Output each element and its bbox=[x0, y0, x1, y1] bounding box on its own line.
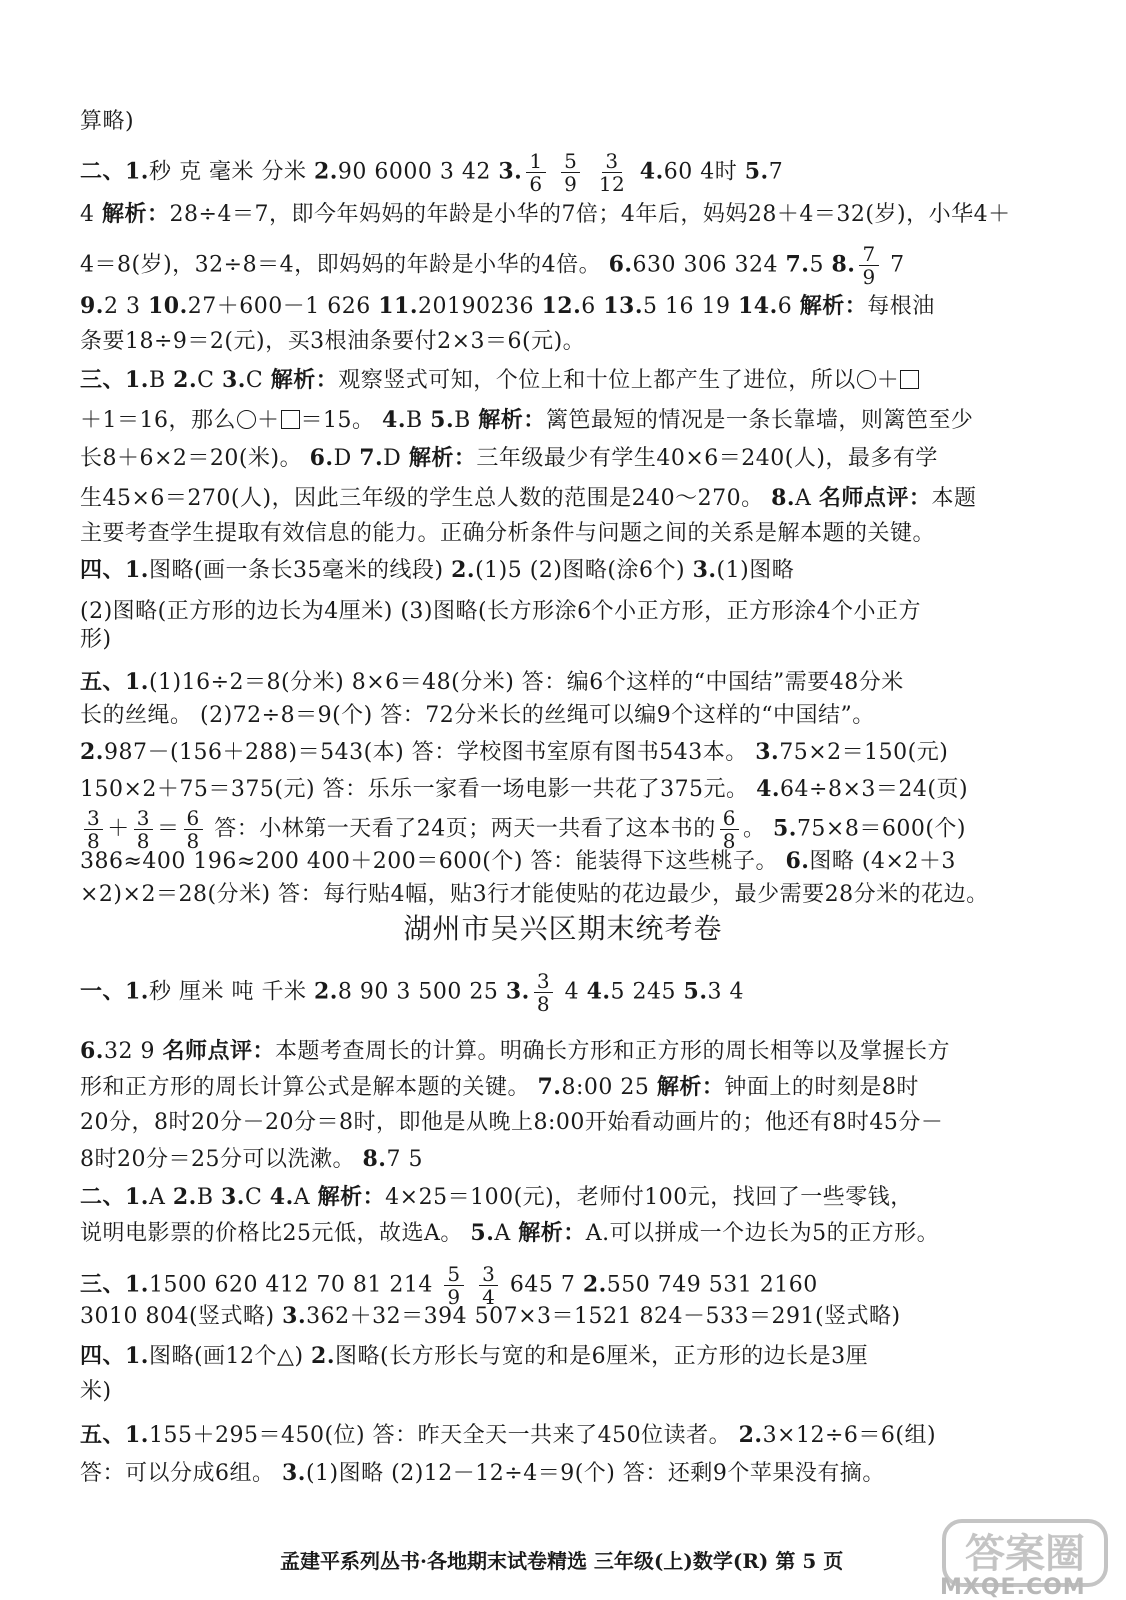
answer-text: 秒 克 毫米 分米 bbox=[148, 159, 314, 185]
answer-line bbox=[80, 735, 1076, 770]
answer-text: 本题 bbox=[931, 486, 977, 511]
question-label: 4. bbox=[269, 1184, 294, 1210]
answer-line bbox=[80, 481, 1076, 516]
fraction bbox=[534, 970, 553, 1015]
question-label: 3. bbox=[221, 1184, 245, 1210]
answer-text: 386≈400 196≈200 400＋200＝600(个) 答：能装得下这些桃子。 bbox=[80, 849, 786, 874]
question-label: 2. bbox=[451, 557, 476, 583]
fraction bbox=[526, 150, 545, 195]
answer-text: 8 90 3 500 25 bbox=[337, 979, 506, 1005]
question-label: 解析： bbox=[656, 1074, 725, 1100]
question-label: 5. bbox=[430, 407, 455, 433]
answer-text: 答：小林第一天看了24页；两天一共看了这本书的 bbox=[206, 816, 716, 842]
answer-line bbox=[80, 1299, 1076, 1334]
answer-text: 图略(画一条长35毫米的线段) bbox=[148, 558, 452, 583]
answer-text: 4 bbox=[80, 202, 102, 227]
fraction-denominator: 8 bbox=[87, 829, 101, 853]
answer-line bbox=[80, 772, 1076, 807]
question-label: 2. bbox=[311, 1343, 336, 1369]
fraction-numerator: 5 bbox=[444, 1263, 463, 1286]
answer-text: C bbox=[245, 368, 271, 393]
question-label: 6. bbox=[608, 251, 633, 278]
answer-line bbox=[80, 1418, 1076, 1453]
fraction-numerator: 5 bbox=[561, 150, 580, 173]
question-label: 3. bbox=[221, 367, 246, 393]
question-label: 10. bbox=[147, 293, 188, 319]
answer-text: 说明电影票的价格比25元低，故选A。 bbox=[80, 1221, 471, 1246]
answer-line bbox=[80, 623, 1076, 657]
answer-text: 6 bbox=[581, 294, 604, 319]
fraction-denominator: 9 bbox=[564, 172, 578, 196]
answer-text: ＋1＝16，那么 bbox=[80, 408, 236, 433]
answer-text: 米) bbox=[80, 1379, 112, 1404]
question-label: 四、1. bbox=[80, 1343, 149, 1369]
answer-text: (1)5 (2)图略(涂6个) bbox=[475, 558, 693, 583]
answer-text: C bbox=[244, 1185, 270, 1210]
answer-text: 75×8＝600(个) bbox=[796, 816, 967, 842]
answer-text: 27＋600－1 626 bbox=[187, 294, 379, 319]
fraction-numerator: 3 bbox=[84, 807, 103, 830]
question-label: 解析： bbox=[102, 201, 170, 227]
answer-text: 图略 (4×2＋3 bbox=[809, 849, 956, 874]
fraction-numerator: 7 bbox=[859, 243, 878, 266]
fraction-numerator: 3 bbox=[534, 970, 553, 993]
question-label: 2. bbox=[738, 1422, 763, 1448]
question-label: 5. bbox=[772, 815, 797, 842]
fraction-numerator: 1 bbox=[526, 150, 545, 173]
answer-text: 图略(长方形长与宽的和是6厘米，正方形的边长是3厘 bbox=[335, 1344, 869, 1369]
answer-text: 7 bbox=[882, 252, 905, 278]
answer-line bbox=[80, 1034, 1076, 1069]
answer-text: 篱笆最短的情况是一条长靠墙，则篱笆至少 bbox=[545, 408, 974, 433]
question-label: 3. bbox=[282, 1303, 307, 1329]
fraction-denominator: 8 bbox=[136, 829, 150, 853]
answer-line bbox=[80, 1142, 1076, 1177]
answer-text bbox=[550, 160, 558, 185]
question-label: 2. bbox=[172, 1184, 197, 1210]
answer-line bbox=[80, 403, 1076, 438]
question-label: 4. bbox=[586, 978, 611, 1005]
answer-text: 三年级最少有学生40×6＝240(人)，最多有学 bbox=[476, 446, 938, 471]
question-label: 5. bbox=[683, 978, 708, 1005]
answer-text: 形和正方形的周长计算公式是解本题的关键。 bbox=[80, 1075, 538, 1100]
question-label: 4. bbox=[756, 776, 781, 802]
question-label: 12. bbox=[541, 293, 582, 319]
answer-line bbox=[80, 553, 1076, 588]
answer-line bbox=[80, 699, 1076, 733]
answer-text: 64÷8×3＝24(页) bbox=[780, 777, 969, 802]
question-label: 9. bbox=[80, 293, 104, 319]
answer-text: 4 bbox=[557, 979, 587, 1005]
question-label: 8. bbox=[771, 485, 796, 511]
section-heading: 湖州市吴兴区期末统考卷 bbox=[403, 912, 723, 945]
answer-text: C bbox=[197, 368, 222, 393]
answer-text: 7 bbox=[768, 159, 784, 185]
answer-text: B bbox=[196, 1185, 221, 1210]
fraction bbox=[561, 150, 580, 195]
fraction-numerator: 3 bbox=[134, 807, 153, 830]
fraction bbox=[596, 150, 628, 195]
answer-text: B bbox=[454, 408, 479, 433]
answer-text: 150×2＋75＝375(元) 答：乐乐一家看一场电影一共花了375元。 bbox=[80, 777, 757, 802]
question-label: 7. bbox=[359, 445, 384, 471]
answer-text: 28÷4＝7，即今年妈妈的年龄是小华的7倍；4年后，妈妈28＋4＝32(岁)，小华4＋ bbox=[169, 202, 1011, 227]
answer-text: 1500 620 412 70 81 214 bbox=[148, 1272, 441, 1298]
answer-line bbox=[80, 289, 1076, 324]
answer-text: 观察竖式可知，个位上和十位上都产生了进位，所以 bbox=[338, 368, 856, 393]
answer-text: 5 16 19 bbox=[643, 294, 738, 319]
question-label: 7. bbox=[785, 251, 810, 278]
question-label: 6. bbox=[309, 445, 334, 471]
question-label: 解析： bbox=[518, 1220, 586, 1246]
answer-line bbox=[80, 105, 1076, 139]
question-label: 13. bbox=[603, 293, 644, 319]
fraction-denominator: 9 bbox=[862, 265, 876, 289]
answer-text: 本题考查周长的计算。明确长方形和正方形的周长相等以及掌握长方 bbox=[274, 1039, 950, 1064]
answer-text: ＝ bbox=[156, 816, 180, 842]
answer-text: A bbox=[494, 1221, 519, 1246]
answer-line bbox=[80, 1106, 1076, 1140]
question-label: 6. bbox=[785, 848, 810, 874]
answer-text: (1)图略 (2)12－12÷4＝9(个) 答：还剩9个苹果没有摘。 bbox=[305, 1461, 885, 1486]
answer-line bbox=[80, 243, 1076, 288]
answer-text: 362＋32＝394 507×3＝1521 824－533＝291(竖式略) bbox=[306, 1304, 901, 1329]
question-label: 名师点评： bbox=[162, 1038, 275, 1064]
answer-text: 8时20分＝25分可以洗漱。 bbox=[80, 1147, 363, 1172]
answer-text: 5 245 bbox=[610, 979, 684, 1005]
question-label: 3. bbox=[498, 158, 523, 185]
answer-text: 20分，8时20分－20分＝8时，即他是从晚上8:00开始看动画片的；他还有8时45分－ bbox=[80, 1110, 944, 1135]
answer-text: 155＋295＝450(位) 答：昨天全天一共来了450位读者。 bbox=[148, 1423, 739, 1448]
question-label: 4. bbox=[639, 158, 664, 185]
answer-text: ×2)×2＝28(分米) 答：每行贴4幅，贴3行才能使贴的花边最少，最少需要28分米的花边。 bbox=[80, 882, 989, 907]
question-label: 11. bbox=[378, 293, 418, 319]
question-label: 2. bbox=[313, 978, 338, 1005]
answer-text: 2 3 bbox=[103, 294, 148, 319]
answer-line bbox=[80, 1375, 1076, 1409]
question-label: 解析： bbox=[799, 293, 868, 319]
question-label: 五、1. bbox=[80, 1422, 149, 1448]
fraction-denominator: 4 bbox=[482, 1285, 496, 1309]
answer-line bbox=[80, 363, 1076, 398]
answer-text: ＋ bbox=[107, 816, 130, 842]
fraction-numerator: 6 bbox=[720, 807, 739, 830]
question-label: 8. bbox=[362, 1146, 387, 1172]
question-label: 3. bbox=[282, 1460, 306, 1486]
answer-text: 主要考查学生提取有效信息的能力。正确分析条件与问题之间的关系是解本题的关键。 bbox=[80, 521, 936, 546]
question-label: 5. bbox=[470, 1220, 495, 1246]
answer-text: 算略) bbox=[80, 109, 135, 134]
answer-text: 32 9 bbox=[103, 1039, 163, 1064]
answer-text: 6 bbox=[777, 294, 800, 319]
question-label: 5. bbox=[744, 158, 769, 185]
question-label: 解析： bbox=[317, 1184, 386, 1210]
question-label: 一、1. bbox=[80, 978, 149, 1005]
answer-line bbox=[80, 1216, 1076, 1251]
answer-text: 987－(156＋288)＝543(本) 答：学校图书室原有图书543本。 bbox=[103, 740, 756, 765]
answer-text: 3×12÷6＝6(组) bbox=[762, 1423, 937, 1448]
answer-text: A bbox=[795, 486, 819, 511]
answer-line bbox=[80, 844, 1076, 879]
page-footer: 孟建平系列丛书·各地期末试卷精选 三年级(上)数学(R) 第 5 页 bbox=[280, 1549, 844, 1573]
answer-text: 答：可以分成6组。 bbox=[80, 1461, 282, 1486]
answer-text: 。 bbox=[742, 816, 773, 842]
answer-text: 645 7 bbox=[502, 1272, 583, 1298]
question-label: 解析： bbox=[408, 445, 477, 471]
fraction-numerator: 3 bbox=[602, 150, 621, 173]
answer-text: 4＝8(岁)，32÷8＝4，即妈妈的年龄是小华的4倍。 bbox=[80, 252, 609, 278]
square-symbol-icon bbox=[281, 410, 300, 429]
fraction bbox=[859, 243, 878, 288]
answer-text: 图略(画12个△) bbox=[148, 1344, 312, 1369]
question-label: 名师点评： bbox=[818, 485, 932, 511]
watermark-text: MXQE.COM bbox=[940, 1575, 1086, 1600]
answer-line bbox=[80, 970, 1076, 1015]
answer-text bbox=[584, 160, 592, 185]
answer-text: 60 4时 bbox=[663, 159, 745, 185]
answer-text: (1)图略 bbox=[716, 558, 795, 583]
question-label: 4. bbox=[382, 407, 406, 433]
question-label: 6. bbox=[80, 1038, 104, 1064]
square-symbol-icon bbox=[900, 370, 919, 389]
answer-line bbox=[80, 665, 1076, 700]
question-label: 解析： bbox=[478, 407, 546, 433]
answer-text: 20190236 bbox=[417, 294, 542, 319]
answer-line bbox=[80, 1456, 1076, 1491]
answer-text: 3010 804(竖式略) bbox=[80, 1304, 283, 1329]
question-label: 二、1. bbox=[80, 158, 149, 185]
answer-text: 630 306 324 bbox=[632, 252, 786, 278]
answer-text: 长8＋6×2＝20(米)。 bbox=[80, 446, 310, 471]
answer-text: ＝15。 bbox=[300, 408, 383, 433]
answer-line bbox=[80, 150, 1076, 195]
question-label: 3. bbox=[505, 978, 530, 1005]
question-label: 二、1. bbox=[80, 1184, 149, 1210]
answer-text: D bbox=[383, 446, 409, 471]
answer-text: 8:00 25 bbox=[561, 1075, 657, 1100]
fraction-denominator: 6 bbox=[529, 172, 543, 196]
answer-text: A bbox=[293, 1185, 318, 1210]
answer-text: ＋ bbox=[257, 408, 280, 433]
answer-text: 秒 厘米 吨 千米 bbox=[148, 979, 314, 1005]
answer-text bbox=[468, 1273, 476, 1298]
question-label: 五、1. bbox=[80, 669, 149, 695]
fraction-numerator: 3 bbox=[479, 1263, 498, 1286]
answer-text: 3 4 bbox=[707, 979, 744, 1005]
answer-text: A.可以拼成一个边长为5的正方形。 bbox=[585, 1221, 940, 1246]
answer-text: 生45×6＝270(人)，因此三年级的学生总人数的范围是240～270。 bbox=[80, 486, 772, 511]
fraction-denominator: 8 bbox=[186, 829, 200, 853]
answer-line bbox=[80, 197, 1076, 232]
answer-line bbox=[80, 1070, 1076, 1105]
question-label: 8. bbox=[831, 251, 856, 278]
question-label: 14. bbox=[738, 293, 778, 319]
question-label: 2. bbox=[173, 367, 198, 393]
circle-symbol-icon bbox=[237, 410, 256, 429]
answer-line bbox=[80, 325, 1076, 359]
answer-text: B bbox=[148, 368, 174, 393]
answer-text: B bbox=[405, 408, 431, 433]
answer-text bbox=[632, 160, 640, 185]
question-label: 7. bbox=[537, 1074, 562, 1100]
fraction-denominator: 9 bbox=[447, 1285, 461, 1309]
answer-text: 4×25＝100(元)，老师付100元，找回了一些零钱， bbox=[385, 1185, 913, 1210]
answer-text: (1)16÷2＝8(分米) 8×6＝48(分米) 答：编6个这样的“中国结”需要48分米 bbox=[148, 670, 904, 695]
answer-text: 每根油 bbox=[867, 294, 935, 319]
question-label: 2. bbox=[313, 158, 338, 185]
svg-text:答案圈: 答案圈 bbox=[965, 1531, 1085, 1577]
answer-text: (2)图略(正方形的边长为4厘米) (3)图略(长方形涂6个小正方形，正方形涂4个小正方 bbox=[80, 599, 922, 624]
fraction-numerator: 6 bbox=[184, 807, 203, 830]
question-label: 2. bbox=[80, 739, 104, 765]
answer-text: 形) bbox=[80, 627, 112, 652]
question-label: 3. bbox=[755, 739, 780, 765]
answer-text: 75×2＝150(元) bbox=[779, 740, 949, 765]
fraction-denominator: 8 bbox=[722, 829, 736, 853]
answer-line bbox=[80, 517, 1076, 551]
answer-text: 90 6000 3 42 bbox=[337, 159, 499, 185]
answer-text: 550 749 531 2160 bbox=[606, 1272, 818, 1298]
answer-text: 长的丝绳。 (2)72÷8＝9(个) 答：72分米长的丝绳可以编9个这样的“中国结”。 bbox=[80, 703, 875, 728]
circle-symbol-icon bbox=[857, 370, 876, 389]
answer-text: 7 5 bbox=[386, 1147, 423, 1172]
answer-text: 钟面上的时刻是8时 bbox=[724, 1075, 919, 1100]
question-label: 2. bbox=[582, 1271, 607, 1298]
answer-text: A bbox=[148, 1185, 173, 1210]
fraction-denominator: 8 bbox=[536, 992, 551, 1016]
answer-text: D bbox=[333, 446, 360, 471]
fraction-denominator: 12 bbox=[598, 172, 626, 196]
question-label: 三、1. bbox=[80, 1271, 149, 1298]
answer-text: 条要18÷9＝2(元)，买3根油条要付2×3＝6(元)。 bbox=[80, 329, 586, 354]
answer-line bbox=[80, 1339, 1076, 1374]
question-label: 四、1. bbox=[80, 557, 149, 583]
answer-line bbox=[80, 1180, 1076, 1215]
question-label: 三、1. bbox=[80, 367, 149, 393]
question-label: 3. bbox=[692, 557, 717, 583]
answer-text: 5 bbox=[809, 252, 832, 278]
question-label: 解析： bbox=[270, 367, 339, 393]
answer-line bbox=[80, 441, 1076, 476]
answer-text: ＋ bbox=[876, 368, 900, 393]
